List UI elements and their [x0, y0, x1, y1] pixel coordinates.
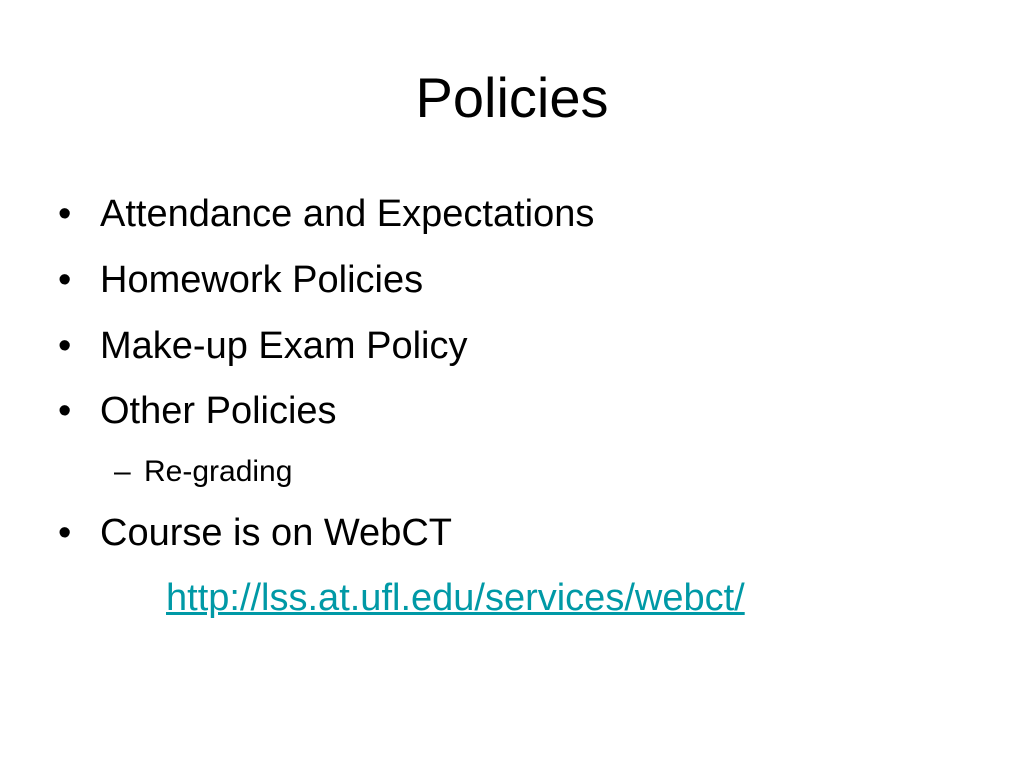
- bullet-text: Attendance and Expectations: [100, 193, 595, 235]
- bullet-glyph: •: [58, 193, 72, 235]
- bullet-homework: [58, 256, 423, 304]
- bullet-glyph: •: [58, 325, 72, 367]
- bullet-other-policies: [58, 387, 337, 435]
- webct-link[interactable]: http://lss.at.ufl.edu/services/webct/: [166, 577, 745, 619]
- bullet-webct: [58, 509, 452, 557]
- slide-title: Policies: [415, 66, 609, 129]
- bullet-glyph: •: [58, 390, 72, 432]
- sub-bullet-regrading: [114, 452, 292, 492]
- bullet-glyph: •: [58, 259, 72, 301]
- bullet-makeup-exam: [58, 322, 467, 370]
- bullet-text: Make-up Exam Policy: [100, 325, 468, 367]
- bullet-glyph: •: [58, 512, 72, 554]
- bullet-text: Other Policies: [100, 390, 337, 432]
- sub-bullet-text: Re-grading: [144, 455, 293, 488]
- bullet-attendance: [58, 190, 594, 238]
- bullet-text: Course is on WebCT: [100, 512, 452, 554]
- sub-bullet-glyph: –: [114, 455, 131, 488]
- bullet-text: Homework Policies: [100, 259, 424, 301]
